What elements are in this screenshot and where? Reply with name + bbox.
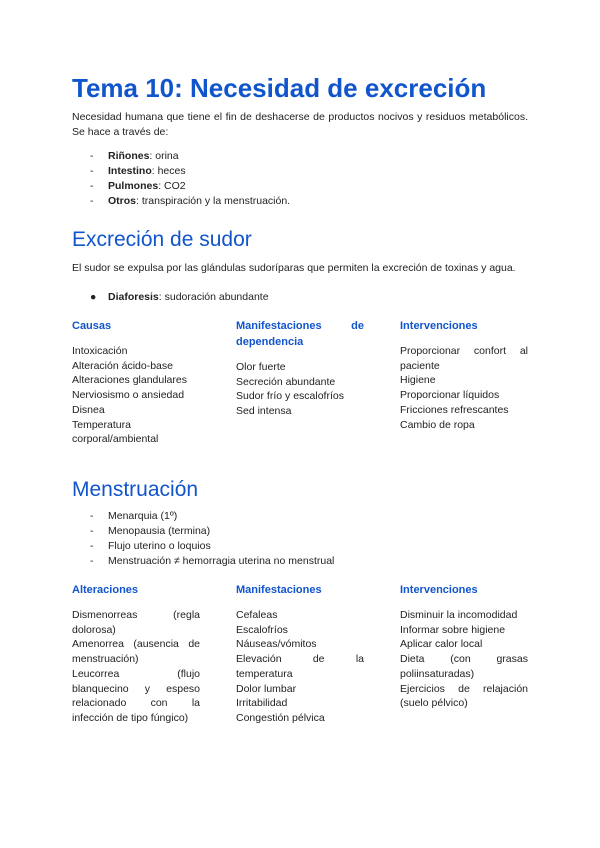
column-item: Elevación de la temperatura [236, 653, 364, 680]
column-header: Causas [72, 320, 112, 332]
list-item: - Flujo uterino o loquios [90, 540, 211, 552]
section-heading-menstruation: Menstruación [72, 478, 199, 501]
column-item: Cambio de ropa [400, 418, 475, 431]
column-item: Fricciones refrescantes [400, 403, 509, 416]
column-item: Aplicar calor local [400, 638, 483, 651]
column-header: Manifestaciones [236, 584, 322, 596]
column-item: Congestión pélvica [236, 711, 325, 724]
column-item: Alteración ácido-base [72, 359, 173, 372]
column-item: Higiene [400, 374, 436, 387]
column-item: Nerviosismo o ansiedad [72, 389, 185, 402]
column-item: Dieta (con grasas poliinsaturadas) [400, 653, 528, 680]
column-item: Disnea [72, 403, 105, 416]
column-header: Intervenciones [400, 584, 478, 596]
column-item: Alteraciones glandulares [72, 374, 187, 387]
list-item: ● Diaforesis: sudoración abundante [90, 291, 269, 303]
column-header: Manifestaciones de dependencia [236, 320, 364, 348]
column-item: Proporcionar confort al paciente [400, 345, 528, 372]
column-item: Leucorrea (flujo blanquecino y espeso relacionado con la infección de tipo fúngico) [72, 667, 200, 724]
list-item: - Menarquia (1º) [90, 510, 178, 522]
intro-paragraph: Necesidad humana que tiene el fin de deshacerse de productos nocivos y residuos metabólicos. Se hace a través de: [72, 111, 528, 138]
column-item: Secreción abundante [236, 375, 336, 388]
column-item: Informar sobre higiene [400, 623, 506, 636]
column-item: Dismenorreas (regla dolorosa) [72, 609, 200, 636]
column-item: Sed intensa [236, 405, 292, 418]
list-item: - Menopausia (termina) [90, 525, 211, 537]
page-title: Tema 10: Necesidad de excreción [72, 73, 487, 103]
list-item: - Menstruación ≠ hemorragia uterina no menstrual [90, 555, 335, 567]
list-item: - Pulmones: CO2 [90, 180, 186, 192]
sweat-causes-column [72, 318, 200, 447]
menstruation-interventions-column [400, 582, 528, 711]
menstruation-alterations-column [72, 582, 200, 726]
column-item: Intoxicación [72, 345, 128, 357]
column-item: Ejercicios de relajación (suelo pélvico) [400, 682, 528, 710]
sweat-bullet-list [90, 290, 520, 305]
column-item: Dolor lumbar [236, 682, 297, 695]
list-item: - Riñones: orina [90, 150, 179, 162]
column-item: Temperatura corporal/ambiental [72, 418, 159, 446]
column-item: Olor fuerte [236, 361, 286, 373]
excretion-routes-list [90, 149, 520, 209]
column-header: Intervenciones [400, 320, 478, 332]
column-item: Disminuir la incomodidad [400, 609, 518, 621]
list-item: - Otros: transpiración y la menstruación. [90, 195, 291, 207]
column-item: Cefaleas [236, 609, 278, 621]
list-item: - Intestino: heces [90, 165, 186, 177]
column-item: Sudor frío y escalofríos [236, 390, 344, 403]
column-item: Escalofríos [236, 623, 288, 636]
column-header: Alteraciones [72, 584, 139, 596]
sweat-paragraph: El sudor se expulsa por las glándulas sudoríparas que permiten la excreción de toxinas y agua. [72, 262, 516, 274]
sweat-manifestations-column [236, 318, 364, 419]
menstruation-manifestations-column [236, 582, 364, 726]
column-item: Irritabilidad [236, 697, 288, 710]
sweat-interventions-column [400, 318, 528, 432]
column-item: Proporcionar líquidos [400, 389, 500, 402]
section-heading-sweat: Excreción de sudor [72, 228, 252, 251]
column-item: Náuseas/vómitos [236, 638, 317, 651]
menstruation-list [90, 509, 520, 569]
column-item: Amenorrea (ausencia de menstruación) [72, 638, 200, 666]
